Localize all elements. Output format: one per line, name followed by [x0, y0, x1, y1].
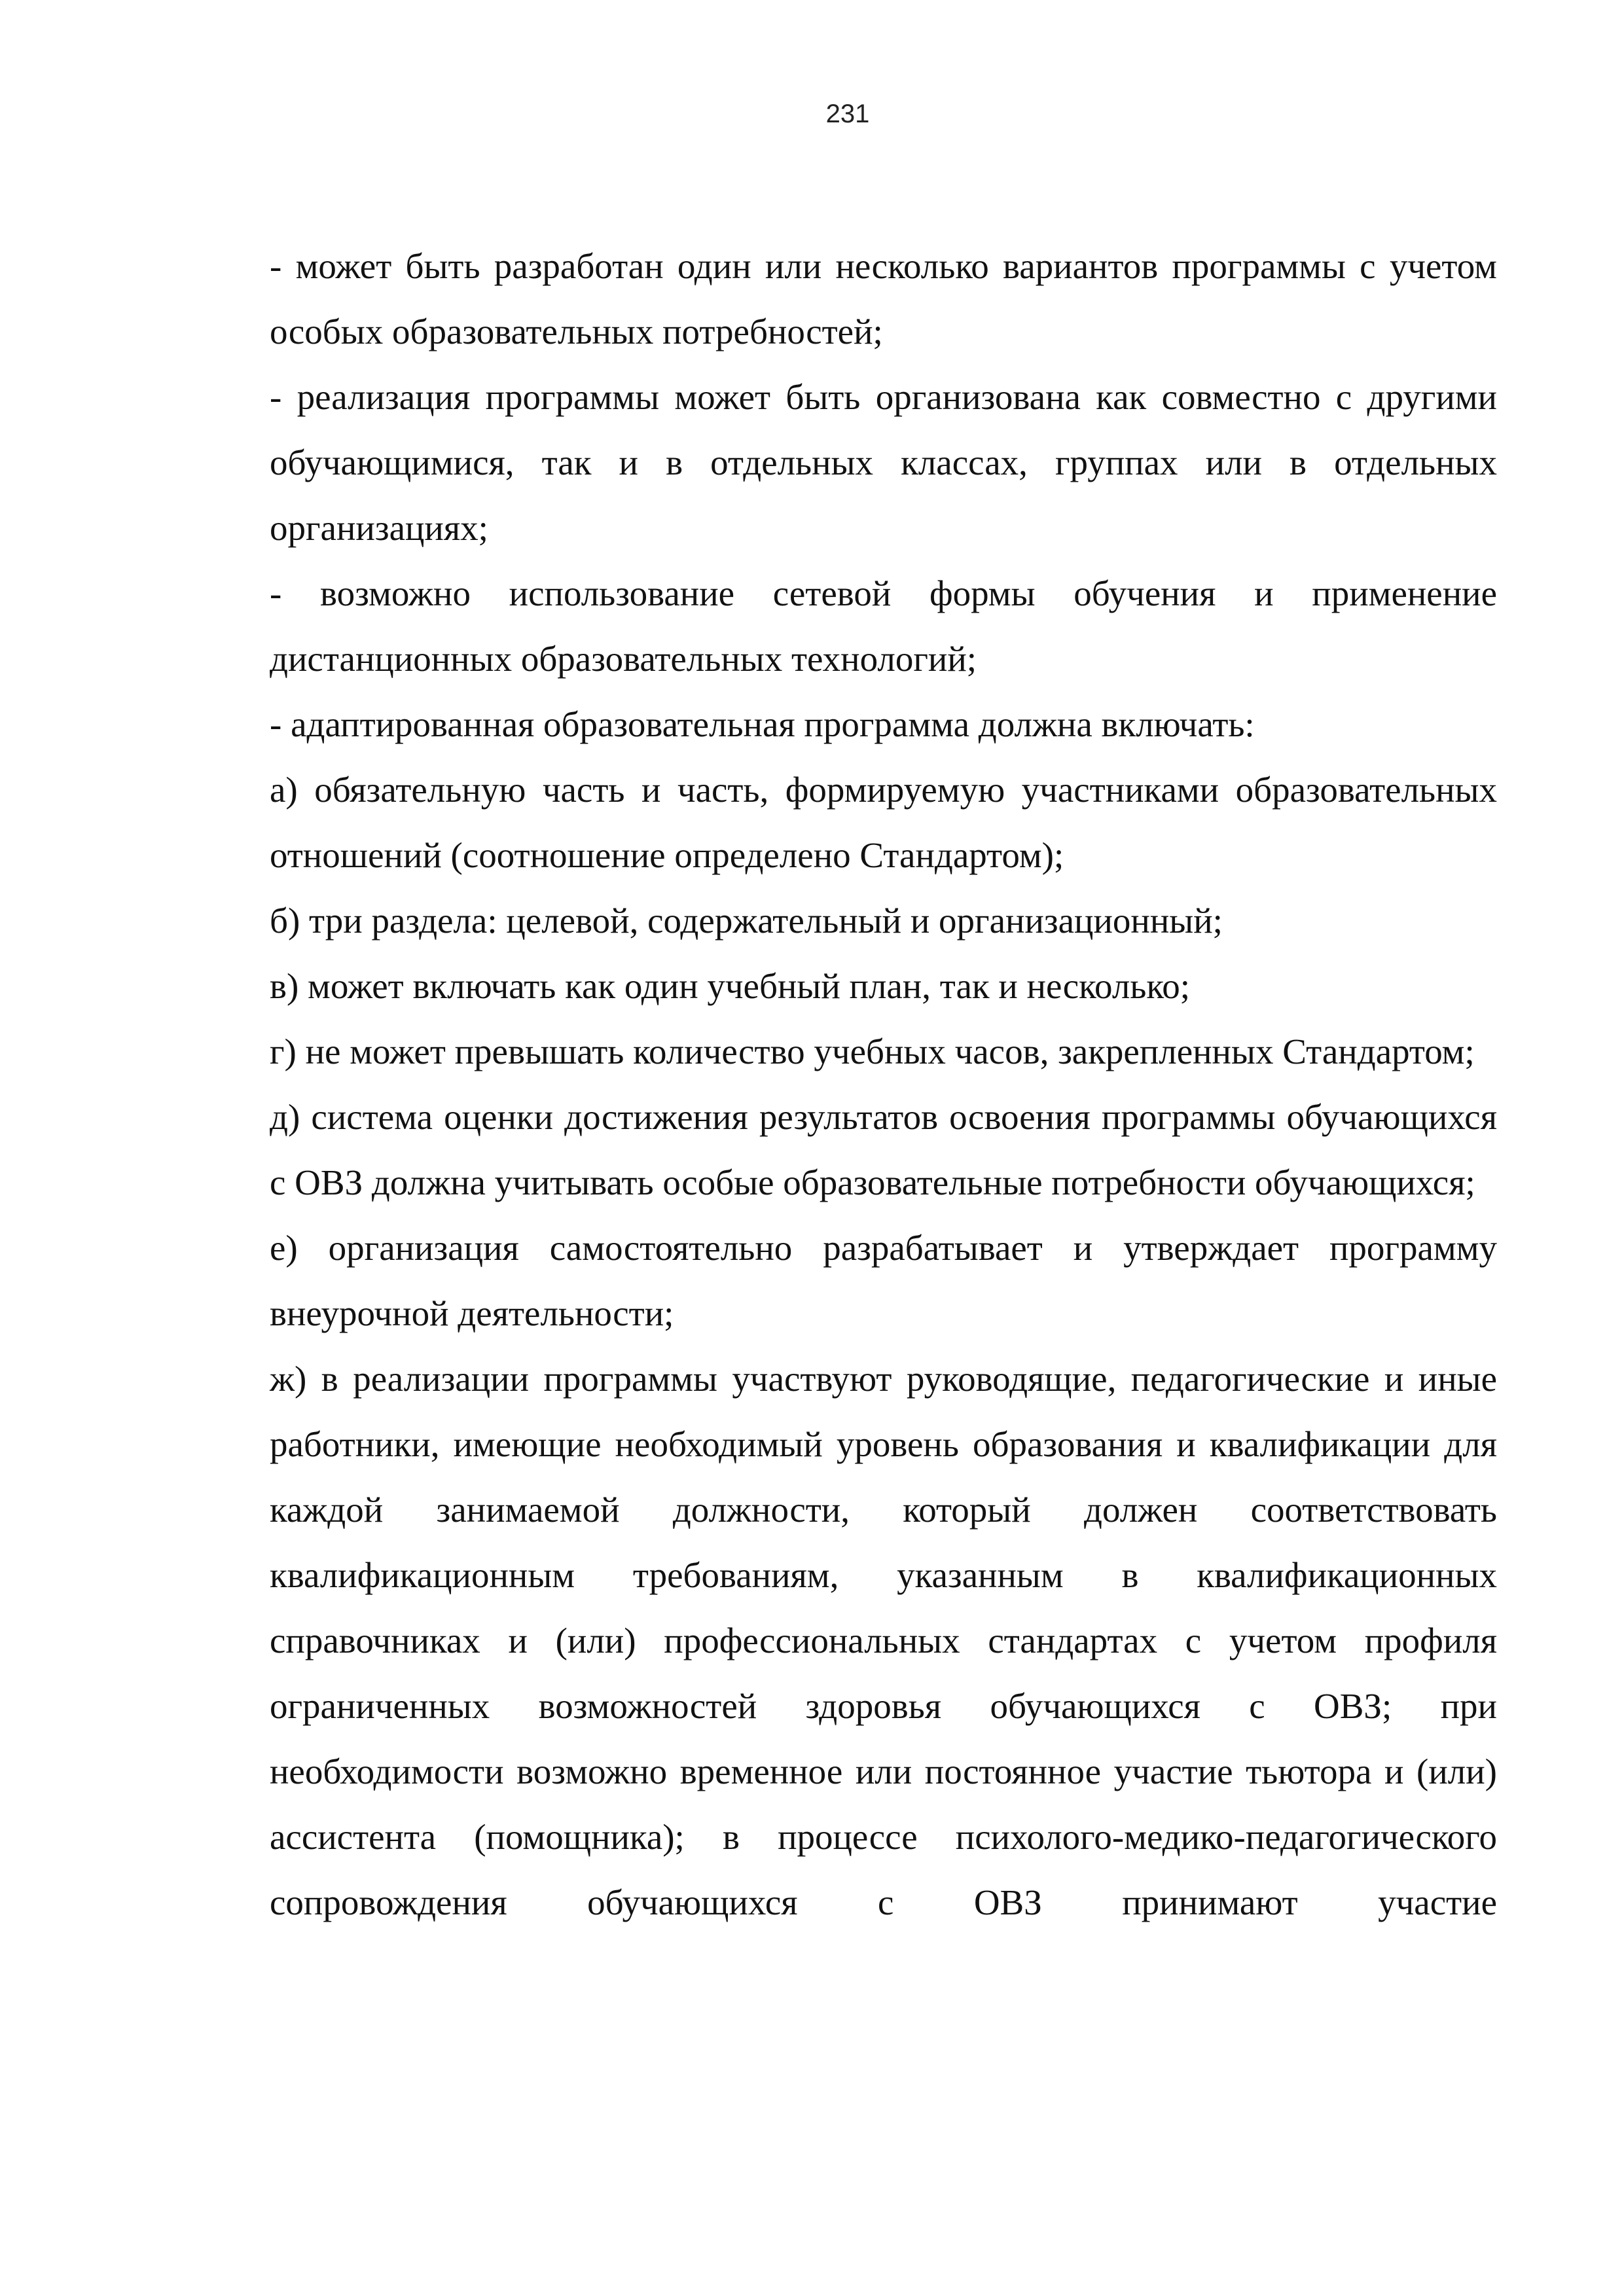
paragraph-8: г) не может превышать количество учебных часов, закрепленных Стандартом;: [270, 1031, 1475, 1071]
paragraph-1: - может быть разработан один или несколько вариантов программы с учетом особых образовательных потребностей;: [270, 246, 1497, 351]
paragraph-10: е) организация самостоятельно разрабатывает и утверждает программу внеурочной деятельности;: [270, 1228, 1497, 1333]
paragraph-7: в) может включать как один учебный план, так и несколько;: [270, 966, 1191, 1006]
paragraph-2: - реализация программы может быть организована как совместно с другими обучающимися, так и в отдельных классах, группах или в отдельных организациях;: [270, 377, 1497, 548]
paragraph-5: а) обязательную часть и часть, формируемую участниками образовательных отношений (соотношение определено Стандартом);: [270, 770, 1497, 875]
paragraph-3: - возможно использование сетевой формы обучения и применение дистанционных образовательных технологий;: [270, 573, 1497, 679]
paragraph-6: б) три раздела: целевой, содержательный и организационный;: [270, 901, 1223, 941]
paragraph-9: д) система оценки достижения результатов освоения программы обучающихся с ОВЗ должна учитывать особые образовательные потребности обучающихся;: [270, 1097, 1497, 1202]
page-number: 231: [825, 99, 870, 128]
body-text: [270, 234, 1497, 1935]
paragraph-11: ж) в реализации программы участвуют руководящие, педагогические и иные работники, имеющие необходимый уровень образования и квалификации для каждой занимаемой должности, который должен соответствовать квалификационным требованиям, указанным в квалификационных справочниках и (или) профессиональных стандартах с учетом профиля ограниченных возможностей здоровья обучающихся с ОВЗ; при необходимости возможно временное или постоянное участие тьютора и (или) ассистента (помощника); в процессе психолого-медико-педагогического сопровождения обучающихся с ОВЗ принимают участие: [270, 1359, 1497, 1922]
paragraph-4: - адаптированная образовательная программа должна включать:: [270, 704, 1255, 744]
